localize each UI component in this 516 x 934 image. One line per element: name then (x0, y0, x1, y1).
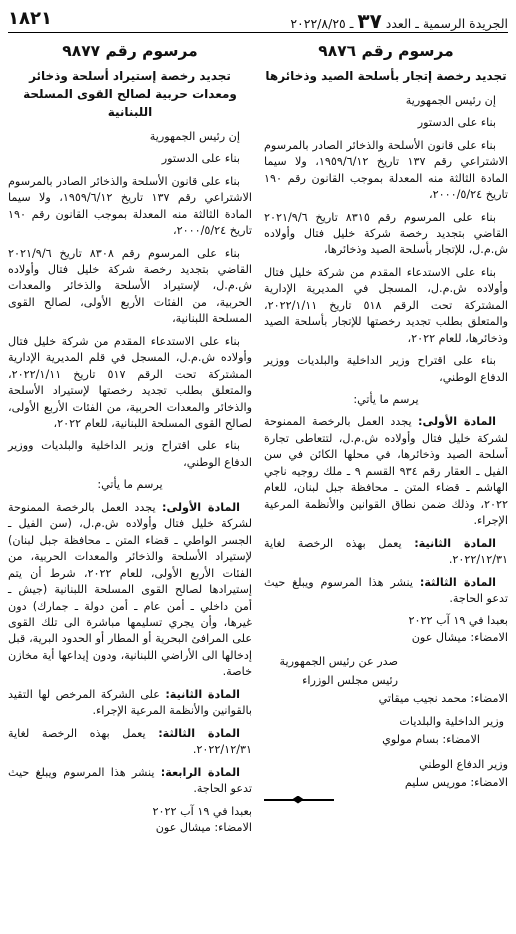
article-1 (8, 500, 252, 681)
preamble-paragraph: بناء على المرسوم رقم ٨٣٠٨ تاريخ ٢٠٢١/٩/٦ القاضي بتجديد رخصة شركة خليل فتال وأولاده ش.م.ل، لإستيراد الأسلحة والذخائر والمعدات الحربية، من الفئات الأربع الأولى، لصالح القوى المسلحة اللبنانية، (8, 246, 252, 326)
end-ornament (264, 796, 334, 804)
page-number: ١٨٢١ (8, 8, 52, 29)
article-text: يجدد العمل بالرخصة الممنوحة لشركة خليل فتال وأولاده ش.م.ل، لتتعاطى تجارة أسلحة الصيد وذخائرها، في محلها الكائن في سن الفيل ـ العقار رقم ٩٣٤ القسم ٩ ـ ملك روجيه ناجي الهاشم ـ قضاء المتن ـ محافظة جبل لبنان، للعام ٢٠٢٢، وذلك ضمن نطاق القوانين والأنظمة المرعية الإجراء. (264, 415, 508, 528)
article-3 (264, 575, 508, 608)
decree-9876 (264, 38, 508, 804)
article-label: المادة الثالثة: (158, 726, 240, 740)
decree-title: مرسوم رقم ٩٨٧٧ (62, 42, 198, 60)
decree-subject: تجديد رخصة إستيراد أسلحة وذخائر ومعدات حربية لصالح القوى المسلحة اللبنانية (23, 68, 237, 119)
defense-minister-signature: الامضاء: موريس سليم (404, 776, 508, 790)
article-text: على الشركة المرخص لها التقيد بالقوانين والأنظمة المرعية الإجراء. (8, 687, 252, 718)
preamble-paragraph: بناء على الاستدعاء المقدم من شركة خليل فتال وأولاده ش.م.ل، المسجل في المديرية الإدارية المشتركة تحت الرقم ٥١٨ تاريخ ٢٠٢٢/١/١١، والمتعلق بطلب تجديد رخصتها للإتجار بأسلحة الصيد وذخائرها، للعام ٢٠٢٢، (264, 265, 509, 345)
constitution-line: بناء على الدستور (161, 152, 240, 166)
running-title (290, 9, 508, 33)
article-text: يعمل بهذه الرخصة لغاية ٢٠٢٢/١٢/٣١. (264, 536, 508, 567)
article-text: يجدد العمل بالرخصة الممنوحة لشركة خليل فتال وأولاده ش.م.ل، (سن الفيل ـ الجسر الواطي ـ قضاء المتن ـ محافظة جبل لبنان) لإستيراد الأسلحة والذخائر والمعدات الحربية، من الفئات الأربع الأولى، للعام ٢٠٢٢، شرط أن يتم إستيرادها لصالح القوى المسلحة اللبنانية (جيش ـ أمن داخلي ـ أمن عام ـ أمن دولة ـ جمارك) دون غيرها، وأن يجري تسليمها مباشرة الى تلك القوى على المرافئ البحرية أو المطار أو الحدود البرية، قبل إدخالها الى الأراضي اللبنانية، ودون إيداعها أية مخازن خاصة. (8, 500, 252, 679)
preamble-paragraph: بناء على اقتراح وزير الداخلية والبلديات ووزير الدفاع الوطني، (264, 354, 508, 384)
preamble-paragraph: بناء على قانون الأسلحة والذخائر الصادر بالمرسوم الاشتراعي رقم ١٣٧ تاريخ ١٩٥٩/٦/١٢، ولا سيما المادة الثالثة منه المعدلة بموجب القانون رقم ١٩٠ تاريخ ٢٠٠٠/٥/٢٤، (264, 138, 508, 202)
page-header (8, 8, 508, 33)
pm-signature: الامضاء: محمد نجيب ميقاتي (378, 692, 508, 706)
article-text: يعمل بهذه الرخصة لغاية ٢٠٢٢/١٢/٣١. (8, 726, 252, 757)
president-signature: الامضاء: ميشال عون (155, 821, 252, 834)
pm-title: رئيس مجلس الوزراء (302, 673, 398, 687)
signing-date: بعبدا في ١٩ آب ٢٠٢٢ (408, 614, 508, 628)
president-line: إن رئيس الجمهورية (149, 129, 240, 143)
preamble-paragraph: بناء على الاستدعاء المقدم من شركة خليل فتال وأولاده ش.م.ل، المسجل في قلم المديرية الإدارية المشتركة تحت الرقم ٥١٧ تاريخ ٢٠٢٢/١/١١، والمتعلق بطلب تجديد رخصتها لإستيراد الأسلحة والذخائر والمعدات الحربية، من الفئات الأربع الأولى، لصالح القوى المسلحة اللبنانية، للعام ٢٠٢٢، (8, 334, 253, 431)
preamble-paragraph: بناء على المرسوم رقم ٨٣١٥ تاريخ ٢٠٢١/٩/٦ القاضي بتجديد رخصة شركة خليل فتال وأولاده ش.م.ل، للإتجار بأسلحة الصيد وذخائرها، (264, 210, 508, 257)
decrees-line: يرسم ما يأتي: (353, 393, 419, 407)
signing-date: بعبدا في ١٩ آب ٢٠٢٢ (152, 804, 252, 818)
interior-minister-signature: الامضاء: بسام مولوي (382, 733, 480, 747)
article-label: المادة الأولى: (162, 500, 240, 514)
article-3 (8, 726, 252, 759)
decree-subject: تجديد رخصة إتجار بأسلحة الصيد وذخائرها (265, 68, 507, 83)
president-line: إن رئيس الجمهورية (405, 93, 496, 107)
president-signature: الامضاء: ميشال عون (411, 630, 508, 644)
article-1 (264, 414, 508, 529)
gazette-name: الجريدة الرسمية ـ العدد (385, 16, 508, 31)
article-label: المادة الأولى: (418, 415, 496, 429)
article-text: ينشر هذا المرسوم ويبلغ حيث تدعو الحاجة. (264, 575, 508, 606)
article-text: ينشر هذا المرسوم ويبلغ حيث تدعو الحاجة. (8, 765, 252, 796)
interior-minister-title: وزير الداخلية والبلديات (399, 714, 504, 728)
header-rule (8, 32, 508, 33)
decree-9877 (8, 38, 252, 836)
issue-number: ٣٧ (357, 9, 382, 33)
decrees-line: يرسم ما يأتي: (97, 478, 163, 492)
defense-minister-title: وزير الدفاع الوطني (419, 757, 508, 771)
article-2 (8, 687, 252, 720)
article-label: المادة الثانية: (414, 536, 496, 550)
article-4 (8, 765, 252, 798)
article-2 (264, 536, 508, 569)
issue-date: ـ ٢٠٢٢/٨/٢٥ (290, 16, 354, 31)
preamble-paragraph: بناء على اقتراح وزير الداخلية والبلديات ووزير الدفاع الوطني، (8, 439, 252, 469)
decree-title: مرسوم رقم ٩٨٧٦ (318, 42, 454, 60)
article-label: المادة الثانية: (165, 687, 240, 701)
issued-by: صدر عن رئيس الجمهورية (279, 655, 398, 669)
preamble-paragraph: بناء على قانون الأسلحة والذخائر الصادر بالمرسوم الاشتراعي رقم ١٣٧ تاريخ ١٩٥٩/٦/١٢، ولا سيما المادة الثالثة منه المعدلة بموجب القانون رقم ١٩٠ تاريخ ٢٠٠٠/٥/٢٤، (8, 174, 252, 238)
article-label: المادة الثالثة: (419, 575, 496, 589)
constitution-line: بناء على الدستور (417, 116, 496, 130)
article-label: المادة الرابعة: (160, 765, 240, 779)
